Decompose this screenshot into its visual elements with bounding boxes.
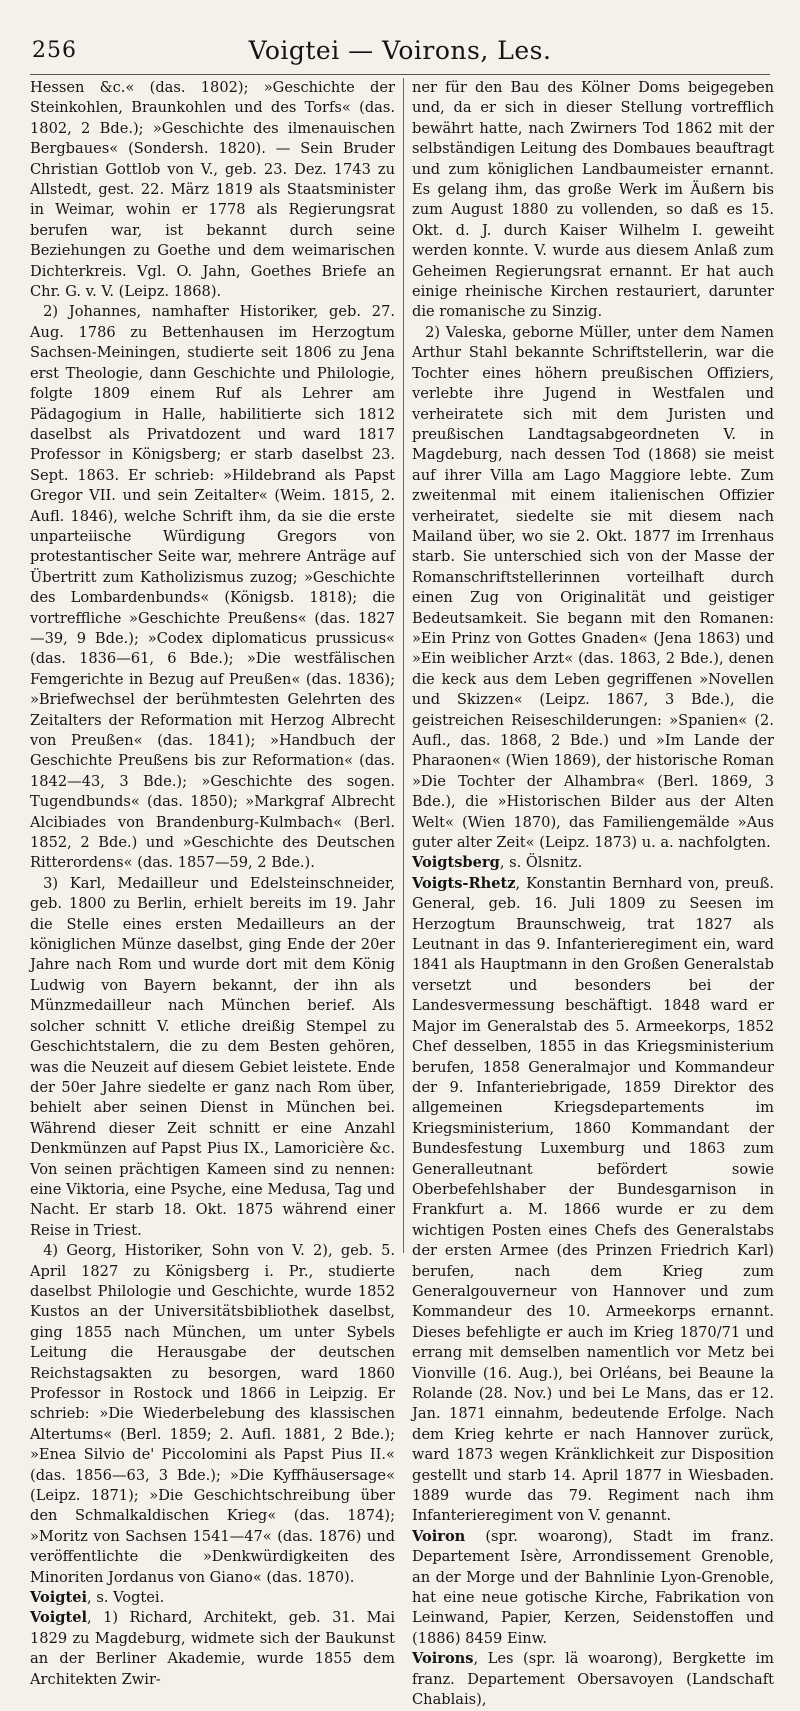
paragraph-continuation: Hessen &c.« (das. 1802); »Geschichte der Steinkohlen, Braunkohlen und des Torfs« (das. 1802, 2 Bde.); »Geschichte des ilmenauischen Bergbaues« (Sondersh. 1820). — Sein Bruder Christian Gottlob von V., geb. 23. Dez. 1743 zu Allstedt, gest. 22. März 1819 als Staatsminister in Weimar, wohin er 1778 als Regierungsrat berufen war, ist bekannt durch seine Beziehungen zu Goethe und dem weimarischen Dichterkreis. Vgl. O. Jahn, Goethes Briefe an Chr. G. v. V. (Leipz. 1868). [30,79,395,301]
right-column [412,78,774,1709]
entry-voigtel: Voigtel, 1) Richard, Architekt, geb. 31. Mai 1829 zu Magdeburg, widmete sich der Baukunst an der Berliner Akademie, wurde 1855 dem Architekten Zwir- [30,1609,395,1688]
paragraph-georg: 4) Georg, Historiker, Sohn von V. 2), geb. 5. April 1827 zu Königsberg i. Pr., studierte daselbst Philologie und Geschichte, wurde 1852 Kustos an der Universitätsbibliothek daselbst, ging 1855 nach München, um unter Sybels Leitung die Herausgabe der deutschen Reichstagsakten zu besorgen, ward 1860 Professor in Rostock und 1866 in Leipzig. Er schrieb: »Die Wiederbelebung des klassischen Altertums« (Berl. 1859; 2. Aufl. 1881, 2 Bde.); »Enea Silvio de' Piccolomini als Papst Pius II.« (das. 1856—63, 3 Bde.); »Die Kyffhäusersage« (Leipz. 1871); »Die Geschichtschreibung über den Schmalkaldischen Krieg« (das. 1874); »Moritz von Sachsen 1541—47« (das. 1876) und veröffentlichte die »Denkwürdigkeiten des Minoriten Jordanus von Giano« (das. 1870). [30,1242,395,1586]
headword: Voigtel [30,1609,88,1627]
entry-voigts-rhetz: Voigts-Rhetz, Konstantin Bernhard von, preuß. General, geb. 16. Juli 1809 zu Seesen im Herzogtum Braunschweig, trat 1827 als Leutnant in das 9. Infanterieregiment ein, ward 1841 als Hauptmann in den Großen Generalstab versetzt und besonders bei der Landesvermessung beschäftigt. 1848 ward er Major im Generalstab des 5. Armeekorps, 1852 Chef desselben, 1855 in das Kriegsministerium berufen, 1858 Generalmajor und Kommandeur der 9. Infanteriebrigade, 1859 Direktor des allgemeinen Kriegsdepartements im Kriegsministerium, 1860 Kommandant der Bundesfestung Luxemburg und 1863 zum Generalleutnant befördert sowie Oberbefehlshaber der Bundesgarnison in Frankfurt a. M. 1866 wurde er zu dem wichtigen Posten eines Chefs des Generalstabs der ersten Armee (des Prinzen Friedrich Karl) berufen, nach dem Krieg zum Generalgouverneur von Hannover und zum Kommandeur des 10. Armeekorps ernannt. Dieses befehligte er auch im Krieg 1870/71 und errang mit demselben namentlich vor Metz bei Vionville (16. Aug.), bei Orléans, bei Beaune la Rolande (28. Nov.) und bei Le Mans, das er 12. Jan. 1871 einnahm, bedeutende Erfolge. Nach dem Krieg kehrte er nach Hannover zurück, ward 1873 wegen Kränklichkeit zur Disposition gestellt und starb 14. April 1877 in Wiesbaden. 1889 wurde das 79. Regiment nach ihm Infanterieregiment von V. genannt. [412,874,774,1525]
entry-voigtei: Voigtei, s. Vogtei. [30,1589,165,1607]
headword: Voigtsberg [412,854,500,872]
entry-voiron: Voiron (spr. woarong), Stadt im franz. Departement Isère, Arrondissement Grenoble, an der Morge und der Bahnlinie Lyon-Grenoble, hat eine neue gotische Kirche, Fabrikation von Leinwand, Papier, Kerzen, Seidenstoffen und (1886) 8459 Einw. [412,1527,774,1647]
headword: Voirons [412,1650,474,1668]
headword: Voiron [412,1527,466,1545]
headword: Voigtei [30,1589,88,1607]
paragraph-johannes: 2) Johannes, namhafter Historiker, geb. 27. Aug. 1786 zu Bettenhausen im Herzogtum Sachsen-Meiningen, studierte seit 1806 zu Jena erst Theologie, dann Geschichte und Philologie, folgte 1809 einem Ruf als Lehrer am Pädagogium in Halle, habilitierte sich 1812 daselbst als Privatdozent und ward 1817 Professor in Königsberg; er starb daselbst 23. Sept. 1863. Er schrieb: »Hildebrand als Papst Gregor VII. und sein Zeitalter« (Weim. 1815, 2. Aufl. 1846), welche Schrift ihm, da sie die erste unparteiische Würdigung Gregors von protestantischer Seite war, mehrere Anträge auf Übertritt zum Katholizismus zuzog; »Geschichte des Lombardenbunds« (Königsb. 1818); die vortreffliche »Geschichte Preußens« (das. 1827—39, 9 Bde.); »Codex diplomaticus prussicus« (das. 1836—61, 6 Bde.); »Die westfälischen Femgerichte in Bezug auf Preußen« (das. 1836); »Briefwechsel der berühmtesten Gelehrten des Zeitalters der Reformation mit Herzog Albrecht von Preußen« (das. 1841); »Handbuch der Geschichte Preußens bis zur Reformation« (das. 1842—43, 3 Bde.); »Geschichte des sogen. Tugendbunds« (das. 1850); »Markgraf Albrecht Alcibiades von Brandenburg-Kulmbach« (Berl. 1852, 2 Bde.) und »Geschichte des Deutschen Ritterordens« (das. 1857—59, 2 Bde.). [30,303,395,872]
running-title: Voigtei — Voirons, Les. [248,36,552,65]
page-number: 256 [32,38,77,63]
page-header [32,36,768,72]
headword: Voigts-Rhetz [412,874,516,892]
header-rule [30,74,770,75]
entry-voirons: Voirons, Les (spr. lä woarong), Bergkette im franz. Departement Obersavoyen (Landschaft Chablais), [412,1650,774,1709]
paragraph-karl: 3) Karl, Medailleur und Edelsteinschneider, geb. 1800 zu Berlin, erhielt bereits im 19. Jahr die Stelle eines ersten Medailleurs an der königlichen Münze daselbst, ging Ende der 20er Jahre nach Rom und wurde dort mit dem König Ludwig von Bayern bekannt, der ihn als Münzmedailleur nach München berief. Als solcher schnitt V. etliche dreißig Stempel zu Geschichtstalern, die zu dem Besten gehören, was die Neuzeit auf diesem Gebiet leistete. Ende der 50er Jahre siedelte er ganz nach Rom über, behielt aber seinen Dienst in München bei. Während dieser Zeit schnitt er eine Anzahl Denkmünzen auf Papst Pius IX., Lamoricière &c. Von seinen prächtigen Kameen sind zu nennen: eine Viktoria, eine Psyche, eine Medusa, Tag und Nacht. Er starb 18. Okt. 1875 während einer Reise in Triest. [30,874,395,1239]
paragraph-continuation-zwirner: ner für den Bau des Kölner Doms beigegeben und, da er sich in dieser Stellung vortrefflich bewährt hatte, nach Zwirners Tod 1862 mit der selbständigen Leitung des Dombaues beauftragt und zum königlichen Landbaumeister ernannt. Es gelang ihm, das große Werk im Äußern bis zum August 1880 zu vollenden, so daß es 15. Okt. d. J. durch Kaiser Wilhelm I. geweiht werden konnte. V. wurde aus diesem Anlaß zum Geheimen Regierungsrat ernannt. Er hat auch einige rheinische Kirchen restauriert, darunter die romanische zu Sinzig. [412,79,774,321]
paragraph-valeska: 2) Valeska, geborne Müller, unter dem Namen Arthur Stahl bekannte Schriftstellerin, war die Tochter eines höhern preußischen Offiziers, verlebte ihre Jugend in Westfalen und verheiratete sich mit dem Juristen und preußischen Landtagsabgeordneten V. in Magdeburg, nach dessen Tod (1868) sie meist auf ihrer Villa am Lago Maggiore lebte. Zum zweitenmal mit einem italienischen Offizier verheiratet, siedelte sie mit diesem nach Mailand über, wo sie 2. Okt. 1877 im Irrenhaus starb. Sie unterschied sich von der Masse der Romanschriftstellerinnen vorteilhaft durch einen Zug von Originalität und geistiger Bedeutsamkeit. Sie begann mit den Romanen: »Ein Prinz von Gottes Gnaden« (Jena 1863) und »Ein weiblicher Arzt« (das. 1863, 2 Bde.), denen die keck aus dem Leben gegriffenen »Novellen und Skizzen« (Leipz. 1867, 3 Bde.), die geistreichen Reiseschilderungen: »Spanien« (2. Aufl., das. 1868, 2 Bde.) und »Im Lande der Pharaonen« (Wien 1869), der historische Roman »Die Tochter der Alhambra« (Berl. 1869, 3 Bde.), die »Historischen Bilder aus der Alten Welt« (Wien 1870), das Familiengemälde »Aus guter alter Zeit« (Leipz. 1873) u. a. nachfolgten. [412,323,774,852]
left-column [30,78,395,1688]
entry-voigtsberg: Voigtsberg, s. Ölsnitz. [412,854,583,872]
column-divider [403,78,404,1253]
